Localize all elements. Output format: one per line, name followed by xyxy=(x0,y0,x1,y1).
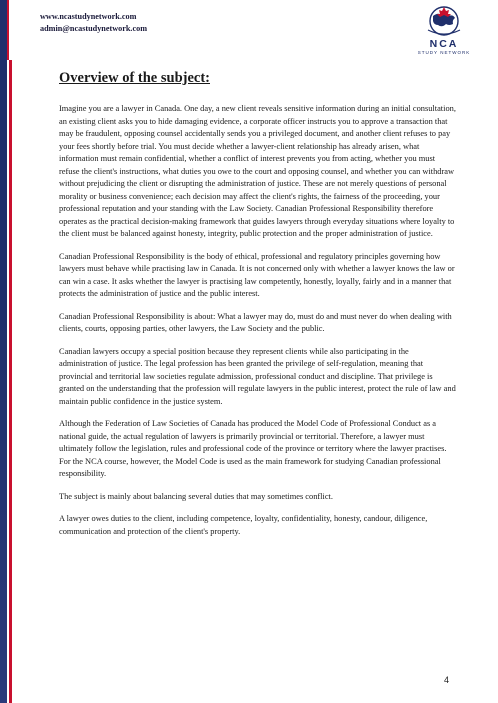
paragraph-4: Canadian lawyers occupy a special position because they represent clients while also participating in the administration of justice. The legal profession has been granted the privilege of self-regulation, meaning that provincial and territorial law societies regulate admission, professional conduct and discipline. That privilege is granted on the understanding that the profession will regulate lawyers in the public interest, protect the rule of law and maintain public confidence in the justice system. xyxy=(59,346,456,406)
paragraph-6: The subject is mainly about balancing several duties that may sometimes conflict. xyxy=(59,491,333,501)
logo-name: NCA xyxy=(429,38,459,50)
left-red-stripe xyxy=(9,60,12,703)
page-number: 4 xyxy=(444,675,450,685)
left-red-stripe-top xyxy=(7,0,9,60)
page-title: Overview of the subject: xyxy=(59,70,210,86)
website-link[interactable]: www.ncastudynetwork.com xyxy=(40,12,137,21)
paragraph-5: Although the Federation of Law Societies of Canada has produced the Model Code of Professional Conduct as a national guide, the actual regulation of lawyers is primarily provincial or territorial. Therefore, a lawyer must ultimately follow the legislation, rules and professional code of the province or territory where the lawyer practises. For the NCA course, however, the Model Code is used as the main framework for studying Canadian professional responsibility. xyxy=(59,419,447,478)
paragraph-2: Canadian Professional Responsibility is the body of ethical, professional and regulatory principles governing how lawyers must behave while practising law in Canada. It is not concerned only with whether a lawyer knows the law or can win a case. It asks whether the lawyer is practising law competently, honestly, loyally, fairly and in a manner that protects the administration of justice and the public interest. xyxy=(59,251,455,298)
main-content xyxy=(59,70,457,548)
globe-maple-leaf-icon xyxy=(424,4,464,38)
header-contacts xyxy=(40,11,147,35)
nca-logo xyxy=(400,4,488,62)
left-blue-stripe xyxy=(0,0,7,703)
paragraph-7: A lawyer owes duties to the client, including competence, loyalty, confidentiality, honesty, candour, diligence, communication and protection of the client's property. xyxy=(59,514,428,536)
email-link[interactable]: admin@ncastudynetwork.com xyxy=(40,24,148,33)
logo-subtitle: STUDY NETWORK xyxy=(417,50,471,55)
paragraph-1: Imagine you are a lawyer in Canada. One day, a new client reveals sensitive information during an initial consultation, an existing client asks you to hide damaging evidence, a corporate officer instructs you to approve a transaction that may be fraudulent, opposing counsel accidentally sends you a privileged document, and another client refuses to pay your fees shortly before trial. You must decide whether a lawyer-client relationship has already arisen, what information must remain confidential, whether a conflict of interest prevents you from acting, whether you must refuse the client's instructions, what duties you owe to the court and opposing counsel, and whether you can withdraw without prejudicing the client or disrupting the administration of justice. These are not merely questions of personal morality or business convenience; each decision may affect the client's rights, the fairness of the proceeding, your professional reputation and your standing with the Law Society. Canadian Professional Responsibility therefore operates as the practical decision-making framework that guides lawyers through everyday situations where loyalty to the client must be balanced against honesty, integrity, public protection and the proper administration of justice. xyxy=(59,104,456,238)
paragraph-3: Canadian Professional Responsibility is about: What a lawyer may do, must do and must never do when dealing with clients, courts, opposing parties, other lawyers, the Law Society and the public. xyxy=(59,311,452,333)
